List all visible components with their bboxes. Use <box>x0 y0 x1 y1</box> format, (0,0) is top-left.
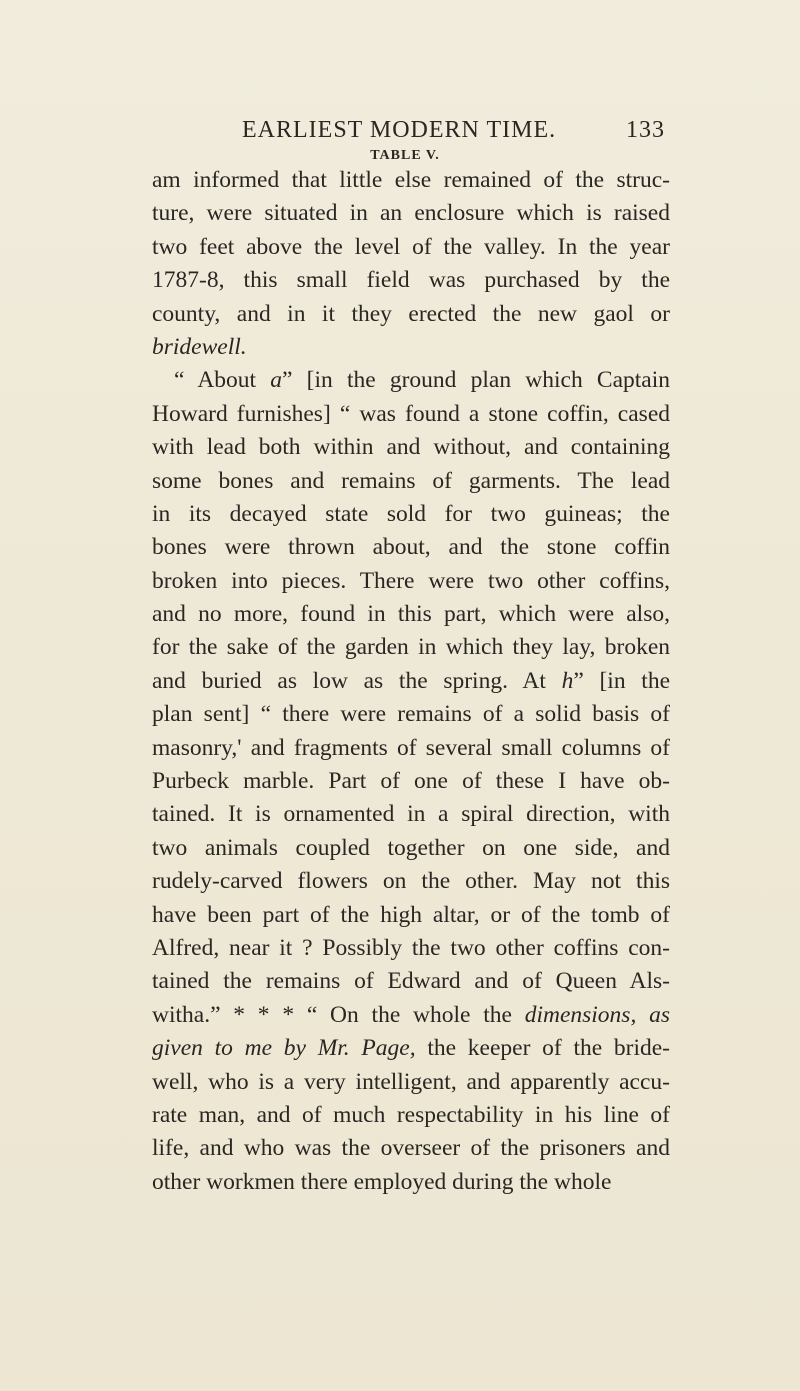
text-span: and no more, found in this part, which were also, <box>152 601 670 628</box>
text-line <box>152 1132 670 1165</box>
text-span: “ About <box>174 367 271 394</box>
text-span: am informed that little else remained of the struc- <box>152 167 670 193</box>
text-span: rate man, and of much respectability in his line of <box>152 1101 670 1128</box>
text-span: Alfred, near it ? Possibly the two other coffins con- <box>152 934 670 961</box>
text-span: ” [in the ground plan which Captain <box>282 367 670 394</box>
text-span: life, and who was the overseer of the prisoners and <box>152 1135 670 1162</box>
text-line <box>152 798 670 831</box>
italic-text: bridewell. <box>152 333 247 360</box>
chapter-title: EARLIEST MODERN TIME. <box>242 117 557 143</box>
text-line <box>152 164 670 197</box>
text-span: two animals coupled together on one side, and <box>152 834 670 861</box>
text-span: in its decayed state sold for two guineas; the <box>152 500 670 527</box>
text-line <box>152 1166 670 1199</box>
text-span: some bones and remains of garments. The lead <box>152 467 670 494</box>
text-line <box>152 1066 670 1099</box>
text-span: ” [in the <box>573 667 671 694</box>
text-span: witha.” * * * “ On the whole the <box>152 1001 525 1028</box>
text-line <box>152 999 670 1032</box>
text-span: well, who is a very intelligent, and apparently accu- <box>152 1068 670 1095</box>
text-line <box>152 197 670 230</box>
table-label: TABLE V. <box>370 148 440 163</box>
text-line <box>152 832 670 865</box>
italic-text: dimensions, as <box>524 1001 670 1028</box>
text-line <box>152 932 670 965</box>
text-line <box>152 899 670 932</box>
text-span: Purbeck marble. Part of one of these I have ob- <box>152 768 670 795</box>
text-span: and buried as low as the spring. At <box>152 667 562 694</box>
text-line <box>152 865 670 898</box>
text-line <box>152 465 670 498</box>
text-span: other workmen there employed during the whole <box>152 1168 612 1195</box>
text-line <box>152 631 670 664</box>
text-line <box>152 331 670 364</box>
text-line <box>152 765 670 798</box>
page-number: 133 <box>626 117 665 143</box>
text-span: bones were thrown about, and the stone coffin <box>152 534 670 561</box>
text-span: broken into pieces. There were two other coffins, <box>152 567 670 594</box>
text-line <box>152 364 670 397</box>
text-line <box>152 264 670 297</box>
italic-text: h <box>561 667 574 694</box>
text-span: have been part of the high altar, or of the tomb of <box>152 901 670 928</box>
text-span: for the sake of the garden in which they lay, broken <box>152 634 670 661</box>
text-line <box>152 298 670 331</box>
text-span: two feet above the level of the valley. In the year <box>152 233 670 260</box>
body-text <box>152 164 670 1199</box>
text-span: rudely-carved flowers on the other. May not this <box>152 868 670 895</box>
text-line <box>152 1099 670 1132</box>
text-line <box>152 231 670 264</box>
text-span: ture, were situated in an enclosure which is raised <box>152 200 670 227</box>
text-span: 1787-8, this small field was purchased by the <box>152 267 670 294</box>
text-span: masonry,' and fragments of several small columns of <box>152 734 670 761</box>
text-span: with lead both within and without, and containing <box>152 434 670 461</box>
text-span: the keeper of the bride- <box>415 1035 670 1062</box>
italic-text: given to me by Mr. Page, <box>152 1035 416 1062</box>
text-span: plan sent] “ there were remains of a solid basis of <box>152 701 670 728</box>
text-line <box>152 431 670 464</box>
text-line <box>152 398 670 431</box>
text-line <box>152 732 670 765</box>
italic-text: a <box>270 367 283 394</box>
text-line <box>152 698 670 731</box>
text-line <box>152 531 670 564</box>
text-span: tained. It is ornamented in a spiral direction, with <box>152 801 670 828</box>
text-span: tained the remains of Edward and of Queen Als- <box>152 968 670 995</box>
text-line <box>152 498 670 531</box>
text-line <box>152 598 670 631</box>
text-line <box>152 665 670 698</box>
text-span: county, and in it they erected the new gaol or <box>152 300 670 327</box>
text-line <box>152 965 670 998</box>
text-span: Howard furnishes] “ was found a stone coffin, cased <box>152 400 670 427</box>
text-line <box>152 1032 670 1065</box>
text-line <box>152 565 670 598</box>
